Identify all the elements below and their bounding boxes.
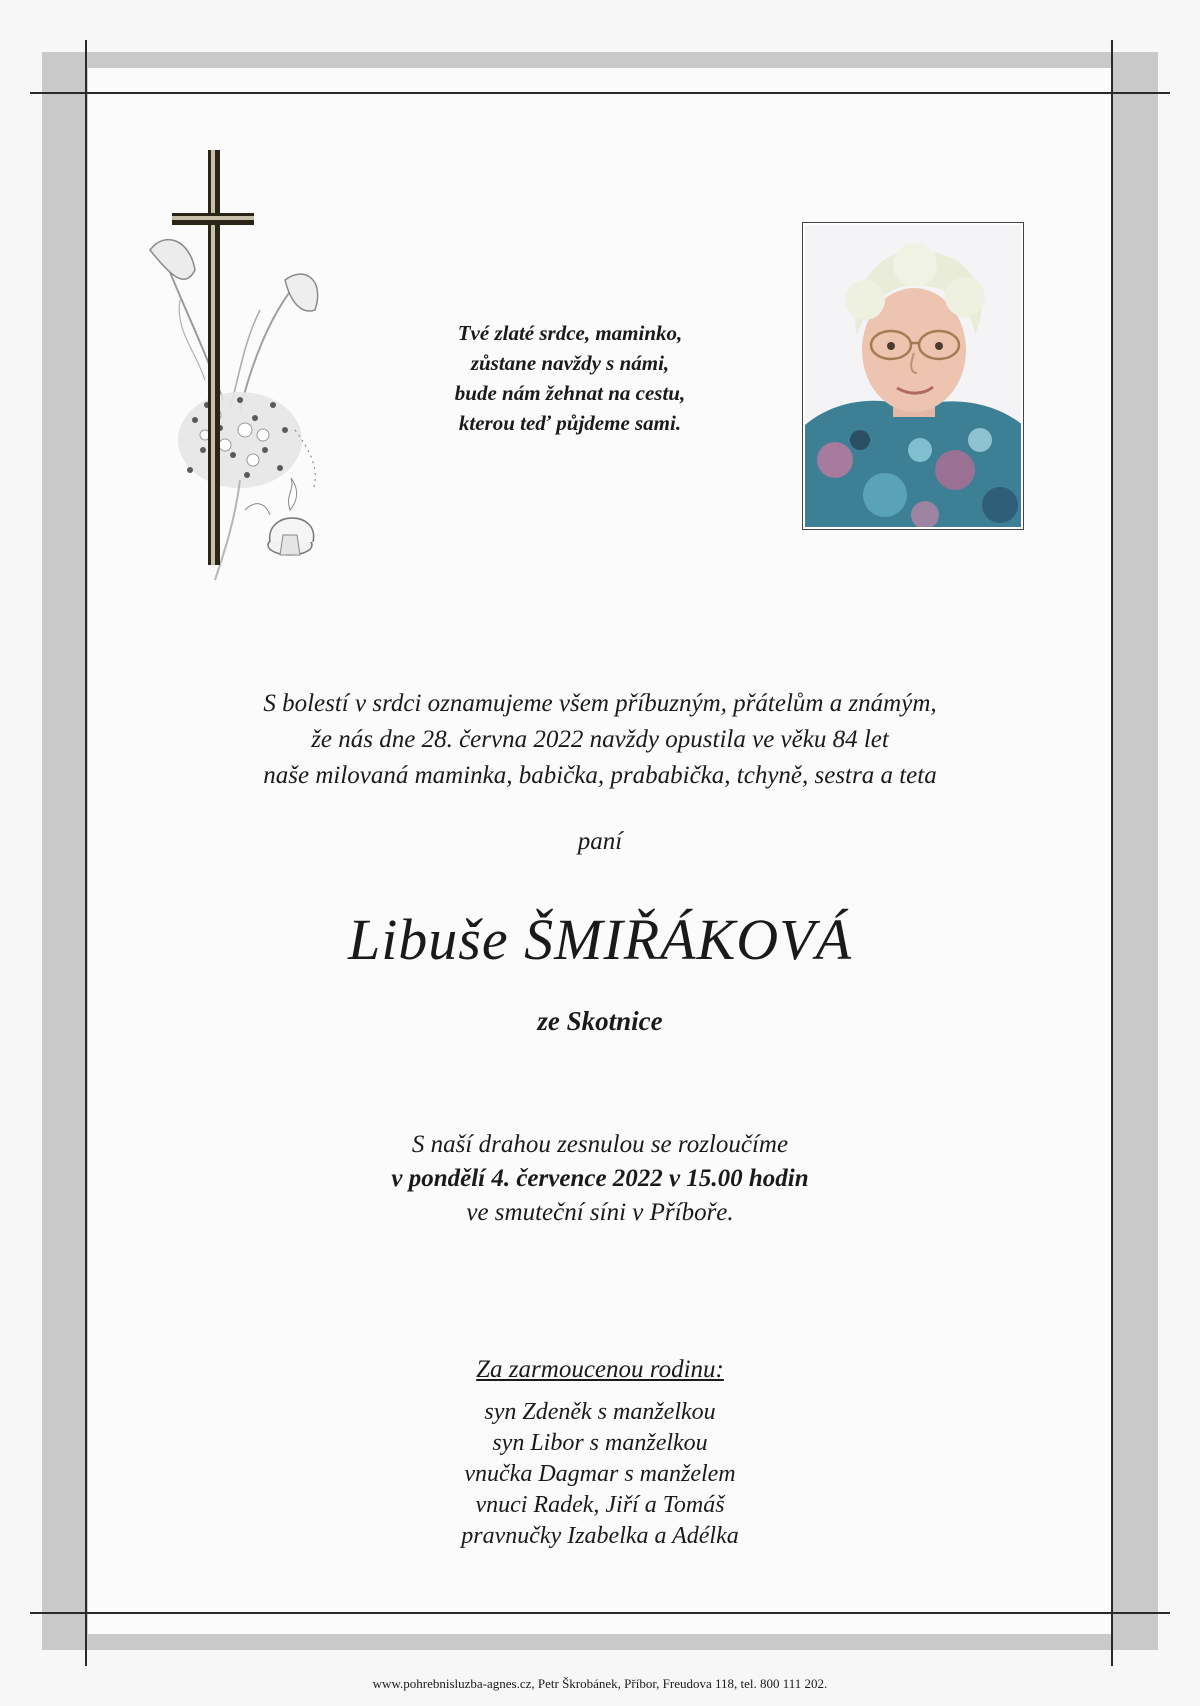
frame-band-top (42, 52, 1158, 68)
family-member: vnučka Dagmar s manželem (464, 1461, 736, 1487)
portrait-frame (802, 222, 1024, 530)
memorial-verse (395, 318, 745, 438)
family-heading: Za zarmoucenou rodinu: (476, 1356, 724, 1383)
cross-icon (172, 150, 254, 565)
oil-lamp-icon (245, 478, 314, 555)
farewell-location: ve smuteční síni v Příboře. (466, 1199, 734, 1226)
verse-line: Tvé zlaté srdce, maminko, (457, 321, 683, 345)
family-member: syn Zdeněk s manželkou (484, 1399, 716, 1425)
announcement-line: S bolestí v srdci oznamujeme všem příbuzným, přátelům a známým, (263, 690, 937, 717)
salutation: paní (577, 828, 623, 855)
footer-contact: www.pohrebnisluzba-agnes.cz, Petr Škrobánek, Příbor, Freudova 118, tel. 800 111 202. (372, 1676, 828, 1691)
frame-line-right (1111, 40, 1113, 1666)
portrait-photo (805, 225, 1021, 527)
portrait-image (805, 225, 1021, 527)
frame-band-bottom (42, 1634, 1158, 1650)
announcement-line: naše milovaná maminka, babička, prababička, tchyně, sestra a teta (263, 762, 937, 789)
frame-line-bottom (30, 1612, 1170, 1614)
verse-line: kterou teď půjdeme sami. (458, 411, 682, 435)
cross-flowers-decoration (145, 150, 375, 620)
announcement-text (120, 686, 1080, 794)
frame-line-top (30, 92, 1170, 94)
verse-line: bude nám žehnat na cestu, (454, 381, 686, 405)
farewell-details (200, 1128, 1000, 1230)
deceased-origin: ze Skotnice (537, 1006, 663, 1036)
mourning-family (300, 1354, 900, 1552)
family-member: syn Libor s manželkou (492, 1430, 708, 1456)
family-member: pravnučky Izabelka a Adélka (461, 1523, 739, 1549)
frame-band-right (1112, 52, 1158, 1650)
announcement-line: že nás dne 28. června 2022 navždy opustila ve věku 84 let (311, 726, 889, 753)
verse-line: zůstane navždy s námi, (470, 351, 670, 375)
deceased-name: Libuše ŠMIŘÁKOVÁ (347, 907, 853, 972)
family-member: vnuci Radek, Jiří a Tomáš (475, 1492, 725, 1518)
frame-line-left (85, 40, 87, 1666)
farewell-line: S naší drahou zesnulou se rozloučíme (411, 1131, 789, 1158)
farewell-datetime: v pondělí 4. července 2022 v 15.00 hodin (391, 1165, 809, 1192)
frame-band-left (42, 52, 88, 1650)
